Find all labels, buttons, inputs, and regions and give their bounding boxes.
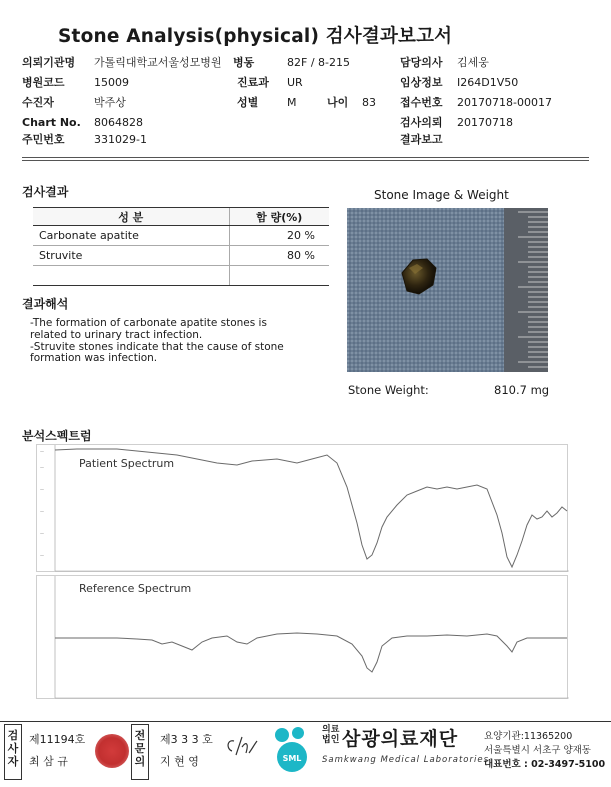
report-label: 결과보고	[400, 133, 443, 146]
component-cell: Struvite	[33, 246, 229, 266]
reference-spectrum-label: Reference Spectrum	[79, 582, 192, 595]
lab-prefix-2: 법인	[322, 735, 340, 745]
examinee-value: 박주상	[94, 96, 126, 109]
ward-label: 병동	[233, 56, 255, 69]
component-cell: Carbonate apatite	[33, 226, 229, 246]
interpretation-line: related to urinary tract infection.	[30, 328, 203, 341]
specialist-signature	[222, 733, 262, 761]
specialist-role: 전문의	[134, 729, 146, 768]
divider	[22, 157, 589, 158]
svg-text:—: —	[40, 531, 44, 536]
amount-cell: 80 %	[229, 246, 329, 266]
lab-english-name: Samkwang Medical Laboratories	[322, 755, 490, 765]
interpretation-heading: 결과해석	[22, 297, 69, 311]
col-amount: 함 량(%)	[229, 208, 329, 226]
table-header-row	[33, 208, 329, 226]
amount-cell: 20 %	[229, 226, 329, 246]
doctor-label: 담당의사	[400, 56, 443, 69]
request-date-label: 검사의뢰	[400, 116, 443, 129]
interpretation-line: -Struvite stones indicate that the cause of stone	[30, 340, 284, 353]
institution-value: 가톨릭대학교서울성모병원	[94, 56, 222, 69]
examiner-role-box	[4, 724, 22, 780]
svg-text:—: —	[40, 449, 44, 454]
resident-value: 331029-1	[94, 133, 147, 146]
receipt-value: 20170718-00017	[457, 96, 552, 109]
dept-label: 진료과	[237, 76, 269, 89]
stone-photo	[347, 208, 548, 372]
examiner-name: 최 삼 규	[29, 755, 68, 768]
hospital-code-value: 15009	[94, 76, 129, 89]
amount-cell	[229, 266, 329, 286]
interpretation-line: formation was infection.	[30, 352, 158, 365]
lab-prefix	[322, 725, 339, 745]
spectrum-heading: 분석스펙트럼	[22, 429, 92, 443]
clinical-value: I264D1V50	[457, 76, 519, 89]
svg-text:—: —	[40, 509, 44, 514]
results-table	[33, 207, 329, 286]
lab-address: 서울특별시 서초구 양재동	[484, 745, 591, 756]
sex-label: 성별	[237, 96, 259, 109]
request-date-value: 20170718	[457, 116, 513, 129]
table-row	[33, 266, 329, 286]
lab-name: 삼광의료재단	[342, 728, 459, 750]
examiner-role: 검사자	[7, 729, 19, 768]
examiner-license: 제11194호	[29, 733, 86, 746]
age-value: 83	[362, 96, 376, 109]
chart-value: 8064828	[94, 116, 143, 129]
stone-image-heading: Stone Image & Weight	[374, 188, 509, 202]
lab-prefix-1: 의료	[322, 725, 340, 735]
footer-divider	[0, 721, 611, 722]
specialist-name: 지 현 영	[160, 755, 199, 768]
stone-photo-image	[347, 208, 548, 372]
hospital-code-label: 병원코드	[22, 76, 65, 89]
sml-logo-icon	[272, 725, 318, 775]
ward-value: 82F / 8-215	[287, 56, 350, 69]
table-row	[33, 246, 329, 266]
lab-phone: 대표번호 : 02-3497-5100	[484, 759, 606, 770]
chart-label: Chart No.	[22, 116, 81, 129]
stone-weight-value: 810.7 mg	[494, 383, 550, 397]
svg-text:—: —	[40, 465, 44, 470]
reference-spectrum-frame	[36, 575, 568, 699]
patient-spectrum-frame	[36, 444, 568, 572]
specialist-license: 제3 3 3 호	[160, 733, 213, 746]
stone-weight-label: Stone Weight:	[348, 383, 429, 397]
lab-code: 요양기관:11365200	[484, 731, 573, 742]
divider	[22, 160, 589, 161]
clinical-label: 임상정보	[400, 76, 443, 89]
component-cell	[33, 266, 229, 286]
sex-value: M	[287, 96, 297, 109]
age-label: 나이	[327, 96, 349, 109]
patient-spectrum-label: Patient Spectrum	[79, 457, 175, 470]
svg-text:—: —	[40, 553, 44, 558]
dept-value: UR	[287, 76, 303, 89]
table-row	[33, 226, 329, 246]
sml-logo-text: SML	[282, 754, 302, 763]
specialist-role-box	[131, 724, 149, 780]
doctor-value: 김세웅	[457, 56, 489, 69]
results-heading: 검사결과	[22, 185, 69, 199]
interpretation-line: -The formation of carbonate apatite stones is	[30, 317, 267, 329]
interpretation-text	[30, 318, 330, 365]
svg-text:—: —	[40, 487, 44, 492]
examinee-label: 수진자	[22, 96, 54, 109]
examiner-seal	[95, 734, 129, 768]
report-title: Stone Analysis(physical) 검사결과보고서	[58, 26, 453, 47]
receipt-label: 접수번호	[400, 96, 443, 109]
institution-label: 의뢰기관명	[22, 56, 76, 69]
col-component: 성 분	[33, 208, 229, 226]
resident-label: 주민번호	[22, 133, 65, 146]
